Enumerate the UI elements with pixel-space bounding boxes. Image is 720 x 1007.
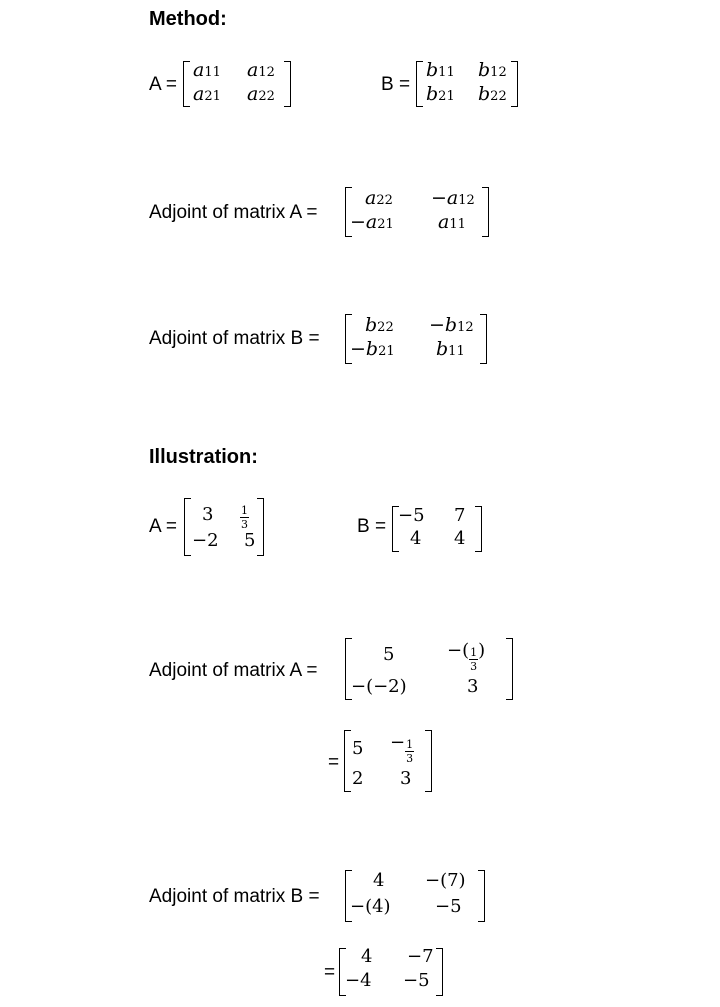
cell-adj-b21: −b21 <box>350 338 395 360</box>
cell-adj-a11: a22 <box>365 187 393 209</box>
fraction-one-third: $\frac{1}{3}$ <box>406 738 414 765</box>
cell-ia21: −2 <box>192 530 219 551</box>
cell-adj-b11: b22 <box>365 314 394 336</box>
illustration-a-label: A = <box>149 516 177 537</box>
cell-adj2-ia22: 3 <box>400 768 412 789</box>
equals-sign: = <box>324 962 336 983</box>
cell-adj2-ib11: 4 <box>361 946 373 967</box>
method-adj-b-matrix <box>345 314 487 364</box>
cell-b12: b12 <box>478 59 507 81</box>
method-adj-a-label: Adjoint of matrix A = <box>149 202 318 223</box>
cell-adj-ia11: 5 <box>383 644 395 665</box>
cell-adj2-ib21: −4 <box>345 970 372 991</box>
cell-adj-a22: a11 <box>438 211 466 233</box>
illustration-adj-b-step1 <box>345 870 485 922</box>
method-matrix-a <box>183 61 291 107</box>
illustration-matrix-a <box>184 498 264 556</box>
illustration-adj-a-step1 <box>345 638 513 700</box>
illustration-adj-b-label: Adjoint of matrix B = <box>149 886 320 907</box>
cell-a21: a21 <box>193 83 221 105</box>
cell-ia12 <box>240 498 249 530</box>
cell-a12: a12 <box>247 59 275 81</box>
cell-ib22: 4 <box>454 528 466 549</box>
illustration-matrix-b <box>392 506 482 552</box>
cell-adj2-ia12: − $\frac{1}{3}$ <box>390 732 414 765</box>
method-heading: Method: <box>149 8 227 30</box>
cell-adj-ia12: −( $\frac{1}{3}$ ) <box>447 640 486 673</box>
cell-adj-ib22: −5 <box>435 896 462 917</box>
cell-ib11: −5 <box>398 505 425 526</box>
cell-ia22: 5 <box>244 530 256 551</box>
cell-adj2-ia11: 5 <box>352 738 364 759</box>
cell-adj-ib12: −(7) <box>425 870 466 891</box>
cell-adj-b22: b11 <box>436 338 465 360</box>
cell-b22: b22 <box>478 83 507 105</box>
cell-adj-a21: −a21 <box>350 211 394 233</box>
cell-adj2-ib12: −7 <box>407 946 434 967</box>
cell-ia11: 3 <box>202 504 214 525</box>
cell-adj2-ia21: 2 <box>352 768 364 789</box>
method-matrix-b <box>416 61 518 107</box>
illustration-adj-a-step2 <box>344 730 432 792</box>
method-b-label: B = <box>381 74 411 95</box>
cell-b11: b11 <box>426 59 455 81</box>
equals-sign: = <box>328 752 340 773</box>
cell-a22: a22 <box>247 83 275 105</box>
illustration-heading: Illustration: <box>149 446 258 468</box>
cell-adj-a12: −a12 <box>431 187 475 209</box>
cell-ib12: 7 <box>454 505 466 526</box>
illustration-b-label: B = <box>357 516 387 537</box>
cell-b21: b21 <box>426 83 455 105</box>
cell-a11: a11 <box>193 59 221 81</box>
illustration-adj-b-step2 <box>339 948 443 996</box>
cell-ib21: 4 <box>410 528 422 549</box>
cell-adj-ib21: −(4) <box>350 896 391 917</box>
illustration-adj-a-label: Adjoint of matrix A = <box>149 660 318 681</box>
cell-adj-b12: −b12 <box>429 314 474 336</box>
cell-adj2-ib22: −5 <box>403 970 430 991</box>
cell-adj-ib11: 4 <box>373 870 385 891</box>
method-a-label: A = <box>149 74 177 95</box>
fraction-one-third: $\frac{1}{3}$ <box>470 646 478 673</box>
method-adj-b-label: Adjoint of matrix B = <box>149 328 320 349</box>
method-adj-a-matrix <box>345 187 489 237</box>
fraction-one-third: $\frac{1}{3}$ <box>241 504 248 531</box>
cell-adj-ia21: −(−2) <box>351 676 407 697</box>
cell-adj-ia22: 3 <box>467 676 479 697</box>
